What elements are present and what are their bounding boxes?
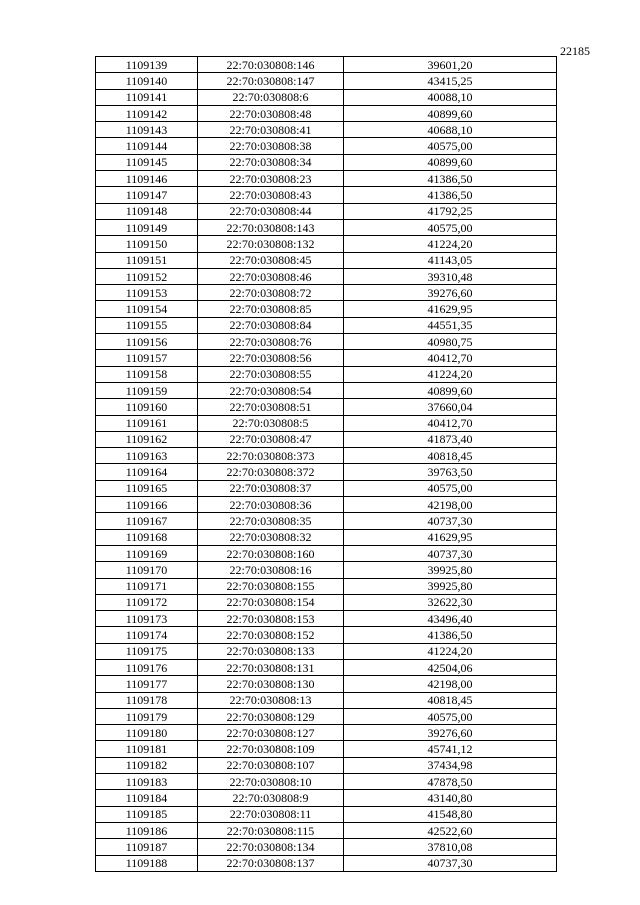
record-number-cell: 1109156	[96, 334, 198, 350]
value-cell: 41386,50	[344, 171, 557, 187]
cadastral-number-cell: 22:70:030808:154	[198, 594, 344, 610]
cadastral-number-cell: 22:70:030808:44	[198, 203, 344, 219]
record-number-cell: 1109173	[96, 611, 198, 627]
cadastral-number-cell: 22:70:030808:55	[198, 366, 344, 382]
value-cell: 45741,12	[344, 741, 557, 757]
record-number-cell: 1109182	[96, 757, 198, 773]
value-cell: 43140,80	[344, 790, 557, 806]
value-cell: 41548,80	[344, 806, 557, 822]
cadastral-number-cell: 22:70:030808:51	[198, 399, 344, 415]
value-cell: 37810,08	[344, 839, 557, 855]
record-number-cell: 1109160	[96, 399, 198, 415]
record-number-cell: 1109143	[96, 122, 198, 138]
value-cell: 40980,75	[344, 334, 557, 350]
cadastral-number-cell: 22:70:030808:10	[198, 774, 344, 790]
value-cell: 39276,60	[344, 725, 557, 741]
table-row	[96, 855, 557, 871]
cadastral-number-cell: 22:70:030808:129	[198, 708, 344, 724]
record-number-cell: 1109161	[96, 415, 198, 431]
table-row	[96, 73, 557, 89]
cadastral-number-cell: 22:70:030808:13	[198, 692, 344, 708]
cadastral-number-cell: 22:70:030808:37	[198, 480, 344, 496]
table-row	[96, 839, 557, 855]
value-cell: 41224,20	[344, 643, 557, 659]
cadastral-number-cell: 22:70:030808:373	[198, 448, 344, 464]
value-cell: 40575,00	[344, 480, 557, 496]
table-row	[96, 725, 557, 741]
table-row	[96, 252, 557, 268]
record-number-cell: 1109179	[96, 708, 198, 724]
table-row	[96, 236, 557, 252]
page-number: 22185	[560, 44, 590, 58]
record-number-cell: 1109152	[96, 268, 198, 284]
value-cell: 43415,25	[344, 73, 557, 89]
record-number-cell: 1109141	[96, 89, 198, 105]
value-cell: 42198,00	[344, 497, 557, 513]
cadastral-number-cell: 22:70:030808:5	[198, 415, 344, 431]
cadastral-number-cell: 22:70:030808:56	[198, 350, 344, 366]
table-row	[96, 578, 557, 594]
cadastral-number-cell: 22:70:030808:35	[198, 513, 344, 529]
value-cell: 47878,50	[344, 774, 557, 790]
record-number-cell: 1109139	[96, 57, 198, 73]
cadastral-number-cell: 22:70:030808:132	[198, 236, 344, 252]
value-cell: 41143,05	[344, 252, 557, 268]
value-cell: 39925,80	[344, 562, 557, 578]
record-number-cell: 1109146	[96, 171, 198, 187]
value-cell: 39276,60	[344, 285, 557, 301]
value-cell: 40412,70	[344, 415, 557, 431]
cadastral-number-cell: 22:70:030808:32	[198, 529, 344, 545]
table-row	[96, 774, 557, 790]
record-number-cell: 1109148	[96, 203, 198, 219]
cadastral-number-cell: 22:70:030808:130	[198, 676, 344, 692]
table-row	[96, 89, 557, 105]
cadastral-number-cell: 22:70:030808:152	[198, 627, 344, 643]
value-cell: 40412,70	[344, 350, 557, 366]
cadastral-number-cell: 22:70:030808:47	[198, 431, 344, 447]
record-number-cell: 1109164	[96, 464, 198, 480]
record-number-cell: 1109150	[96, 236, 198, 252]
record-number-cell: 1109170	[96, 562, 198, 578]
table-row	[96, 790, 557, 806]
record-number-cell: 1109151	[96, 252, 198, 268]
cadastral-number-cell: 22:70:030808:46	[198, 268, 344, 284]
table-row	[96, 138, 557, 154]
record-number-cell: 1109171	[96, 578, 198, 594]
record-number-cell: 1109186	[96, 822, 198, 838]
table-row	[96, 317, 557, 333]
value-cell: 41224,20	[344, 236, 557, 252]
value-cell: 41386,50	[344, 187, 557, 203]
record-number-cell: 1109167	[96, 513, 198, 529]
value-cell: 40737,30	[344, 513, 557, 529]
cadastral-number-cell: 22:70:030808:76	[198, 334, 344, 350]
cadastral-number-cell: 22:70:030808:9	[198, 790, 344, 806]
record-number-cell: 1109174	[96, 627, 198, 643]
cadastral-number-cell: 22:70:030808:134	[198, 839, 344, 855]
value-cell: 40818,45	[344, 448, 557, 464]
record-number-cell: 1109184	[96, 790, 198, 806]
record-number-cell: 1109187	[96, 839, 198, 855]
value-cell: 41224,20	[344, 366, 557, 382]
cadastral-number-cell: 22:70:030808:115	[198, 822, 344, 838]
value-cell: 40899,60	[344, 154, 557, 170]
cadastral-number-cell: 22:70:030808:72	[198, 285, 344, 301]
table-row	[96, 285, 557, 301]
record-number-cell: 1109140	[96, 73, 198, 89]
value-cell: 41629,95	[344, 301, 557, 317]
table-body	[96, 57, 557, 872]
cadastral-number-cell: 22:70:030808:146	[198, 57, 344, 73]
cadastral-number-cell: 22:70:030808:16	[198, 562, 344, 578]
value-cell: 41386,50	[344, 627, 557, 643]
record-number-cell: 1109166	[96, 497, 198, 513]
table-row	[96, 122, 557, 138]
table-row	[96, 154, 557, 170]
value-cell: 40575,00	[344, 219, 557, 235]
cadastral-number-cell: 22:70:030808:160	[198, 545, 344, 561]
cadastral-number-cell: 22:70:030808:84	[198, 317, 344, 333]
value-cell: 39763,50	[344, 464, 557, 480]
table-row	[96, 464, 557, 480]
table-row	[96, 57, 557, 73]
table-row	[96, 692, 557, 708]
table-row	[96, 676, 557, 692]
record-number-cell: 1109158	[96, 366, 198, 382]
value-cell: 41792,25	[344, 203, 557, 219]
cadastral-number-cell: 22:70:030808:109	[198, 741, 344, 757]
record-number-cell: 1109149	[96, 219, 198, 235]
record-number-cell: 1109154	[96, 301, 198, 317]
value-cell: 42522,60	[344, 822, 557, 838]
table-row	[96, 350, 557, 366]
value-cell: 40575,00	[344, 708, 557, 724]
record-number-cell: 1109144	[96, 138, 198, 154]
record-number-cell: 1109157	[96, 350, 198, 366]
record-number-cell: 1109169	[96, 545, 198, 561]
record-number-cell: 1109165	[96, 480, 198, 496]
table-row	[96, 415, 557, 431]
value-cell: 41629,95	[344, 529, 557, 545]
value-cell: 40737,30	[344, 855, 557, 871]
cadastral-number-cell: 22:70:030808:155	[198, 578, 344, 594]
record-number-cell: 1109155	[96, 317, 198, 333]
data-table	[95, 56, 557, 872]
table-row	[96, 545, 557, 561]
value-cell: 40899,60	[344, 382, 557, 398]
table-row	[96, 187, 557, 203]
record-number-cell: 1109147	[96, 187, 198, 203]
record-number-cell: 1109183	[96, 774, 198, 790]
table-row	[96, 513, 557, 529]
table-row	[96, 659, 557, 675]
record-number-cell: 1109168	[96, 529, 198, 545]
table-row	[96, 529, 557, 545]
cadastral-number-cell: 22:70:030808:153	[198, 611, 344, 627]
record-number-cell: 1109176	[96, 659, 198, 675]
cadastral-number-cell: 22:70:030808:43	[198, 187, 344, 203]
value-cell: 40688,10	[344, 122, 557, 138]
table-row	[96, 741, 557, 757]
table-row	[96, 627, 557, 643]
table-row	[96, 806, 557, 822]
table-row	[96, 643, 557, 659]
cadastral-number-cell: 22:70:030808:143	[198, 219, 344, 235]
value-cell: 44551,35	[344, 317, 557, 333]
cadastral-number-cell: 22:70:030808:45	[198, 252, 344, 268]
table-row	[96, 171, 557, 187]
cadastral-number-cell: 22:70:030808:133	[198, 643, 344, 659]
table-row	[96, 611, 557, 627]
record-number-cell: 1109163	[96, 448, 198, 464]
value-cell: 39925,80	[344, 578, 557, 594]
cadastral-number-cell: 22:70:030808:127	[198, 725, 344, 741]
table-row	[96, 708, 557, 724]
table-row	[96, 497, 557, 513]
cadastral-number-cell: 22:70:030808:147	[198, 73, 344, 89]
record-number-cell: 1109177	[96, 676, 198, 692]
value-cell: 43496,40	[344, 611, 557, 627]
cadastral-number-cell: 22:70:030808:137	[198, 855, 344, 871]
record-number-cell: 1109188	[96, 855, 198, 871]
cadastral-number-cell: 22:70:030808:38	[198, 138, 344, 154]
record-number-cell: 1109153	[96, 285, 198, 301]
cadastral-number-cell: 22:70:030808:372	[198, 464, 344, 480]
table-row	[96, 382, 557, 398]
table-row	[96, 268, 557, 284]
cadastral-number-cell: 22:70:030808:34	[198, 154, 344, 170]
table-row	[96, 203, 557, 219]
record-number-cell: 1109178	[96, 692, 198, 708]
cadastral-number-cell: 22:70:030808:107	[198, 757, 344, 773]
table-row	[96, 594, 557, 610]
table-row	[96, 480, 557, 496]
table-row	[96, 822, 557, 838]
cadastral-number-cell: 22:70:030808:131	[198, 659, 344, 675]
cadastral-number-cell: 22:70:030808:6	[198, 89, 344, 105]
table-row	[96, 105, 557, 121]
value-cell: 40899,60	[344, 105, 557, 121]
table-row	[96, 431, 557, 447]
value-cell: 40088,10	[344, 89, 557, 105]
cadastral-number-cell: 22:70:030808:41	[198, 122, 344, 138]
value-cell: 40737,30	[344, 545, 557, 561]
value-cell: 37434,98	[344, 757, 557, 773]
record-number-cell: 1109185	[96, 806, 198, 822]
table-row	[96, 399, 557, 415]
cadastral-number-cell: 22:70:030808:54	[198, 382, 344, 398]
table-row	[96, 301, 557, 317]
value-cell: 37660,04	[344, 399, 557, 415]
table-row	[96, 757, 557, 773]
value-cell: 40818,45	[344, 692, 557, 708]
table-row	[96, 448, 557, 464]
value-cell: 41873,40	[344, 431, 557, 447]
table-row	[96, 366, 557, 382]
value-cell: 40575,00	[344, 138, 557, 154]
value-cell: 39601,20	[344, 57, 557, 73]
record-number-cell: 1109180	[96, 725, 198, 741]
table-row	[96, 562, 557, 578]
cadastral-number-cell: 22:70:030808:36	[198, 497, 344, 513]
value-cell: 39310,48	[344, 268, 557, 284]
value-cell: 42198,00	[344, 676, 557, 692]
value-cell: 42504,06	[344, 659, 557, 675]
cadastral-number-cell: 22:70:030808:85	[198, 301, 344, 317]
table-row	[96, 219, 557, 235]
record-number-cell: 1109162	[96, 431, 198, 447]
record-number-cell: 1109159	[96, 382, 198, 398]
value-cell: 32622,30	[344, 594, 557, 610]
cadastral-number-cell: 22:70:030808:48	[198, 105, 344, 121]
record-number-cell: 1109181	[96, 741, 198, 757]
cadastral-number-cell: 22:70:030808:11	[198, 806, 344, 822]
record-number-cell: 1109175	[96, 643, 198, 659]
record-number-cell: 1109142	[96, 105, 198, 121]
record-number-cell: 1109145	[96, 154, 198, 170]
table-row	[96, 334, 557, 350]
record-number-cell: 1109172	[96, 594, 198, 610]
cadastral-number-cell: 22:70:030808:23	[198, 171, 344, 187]
